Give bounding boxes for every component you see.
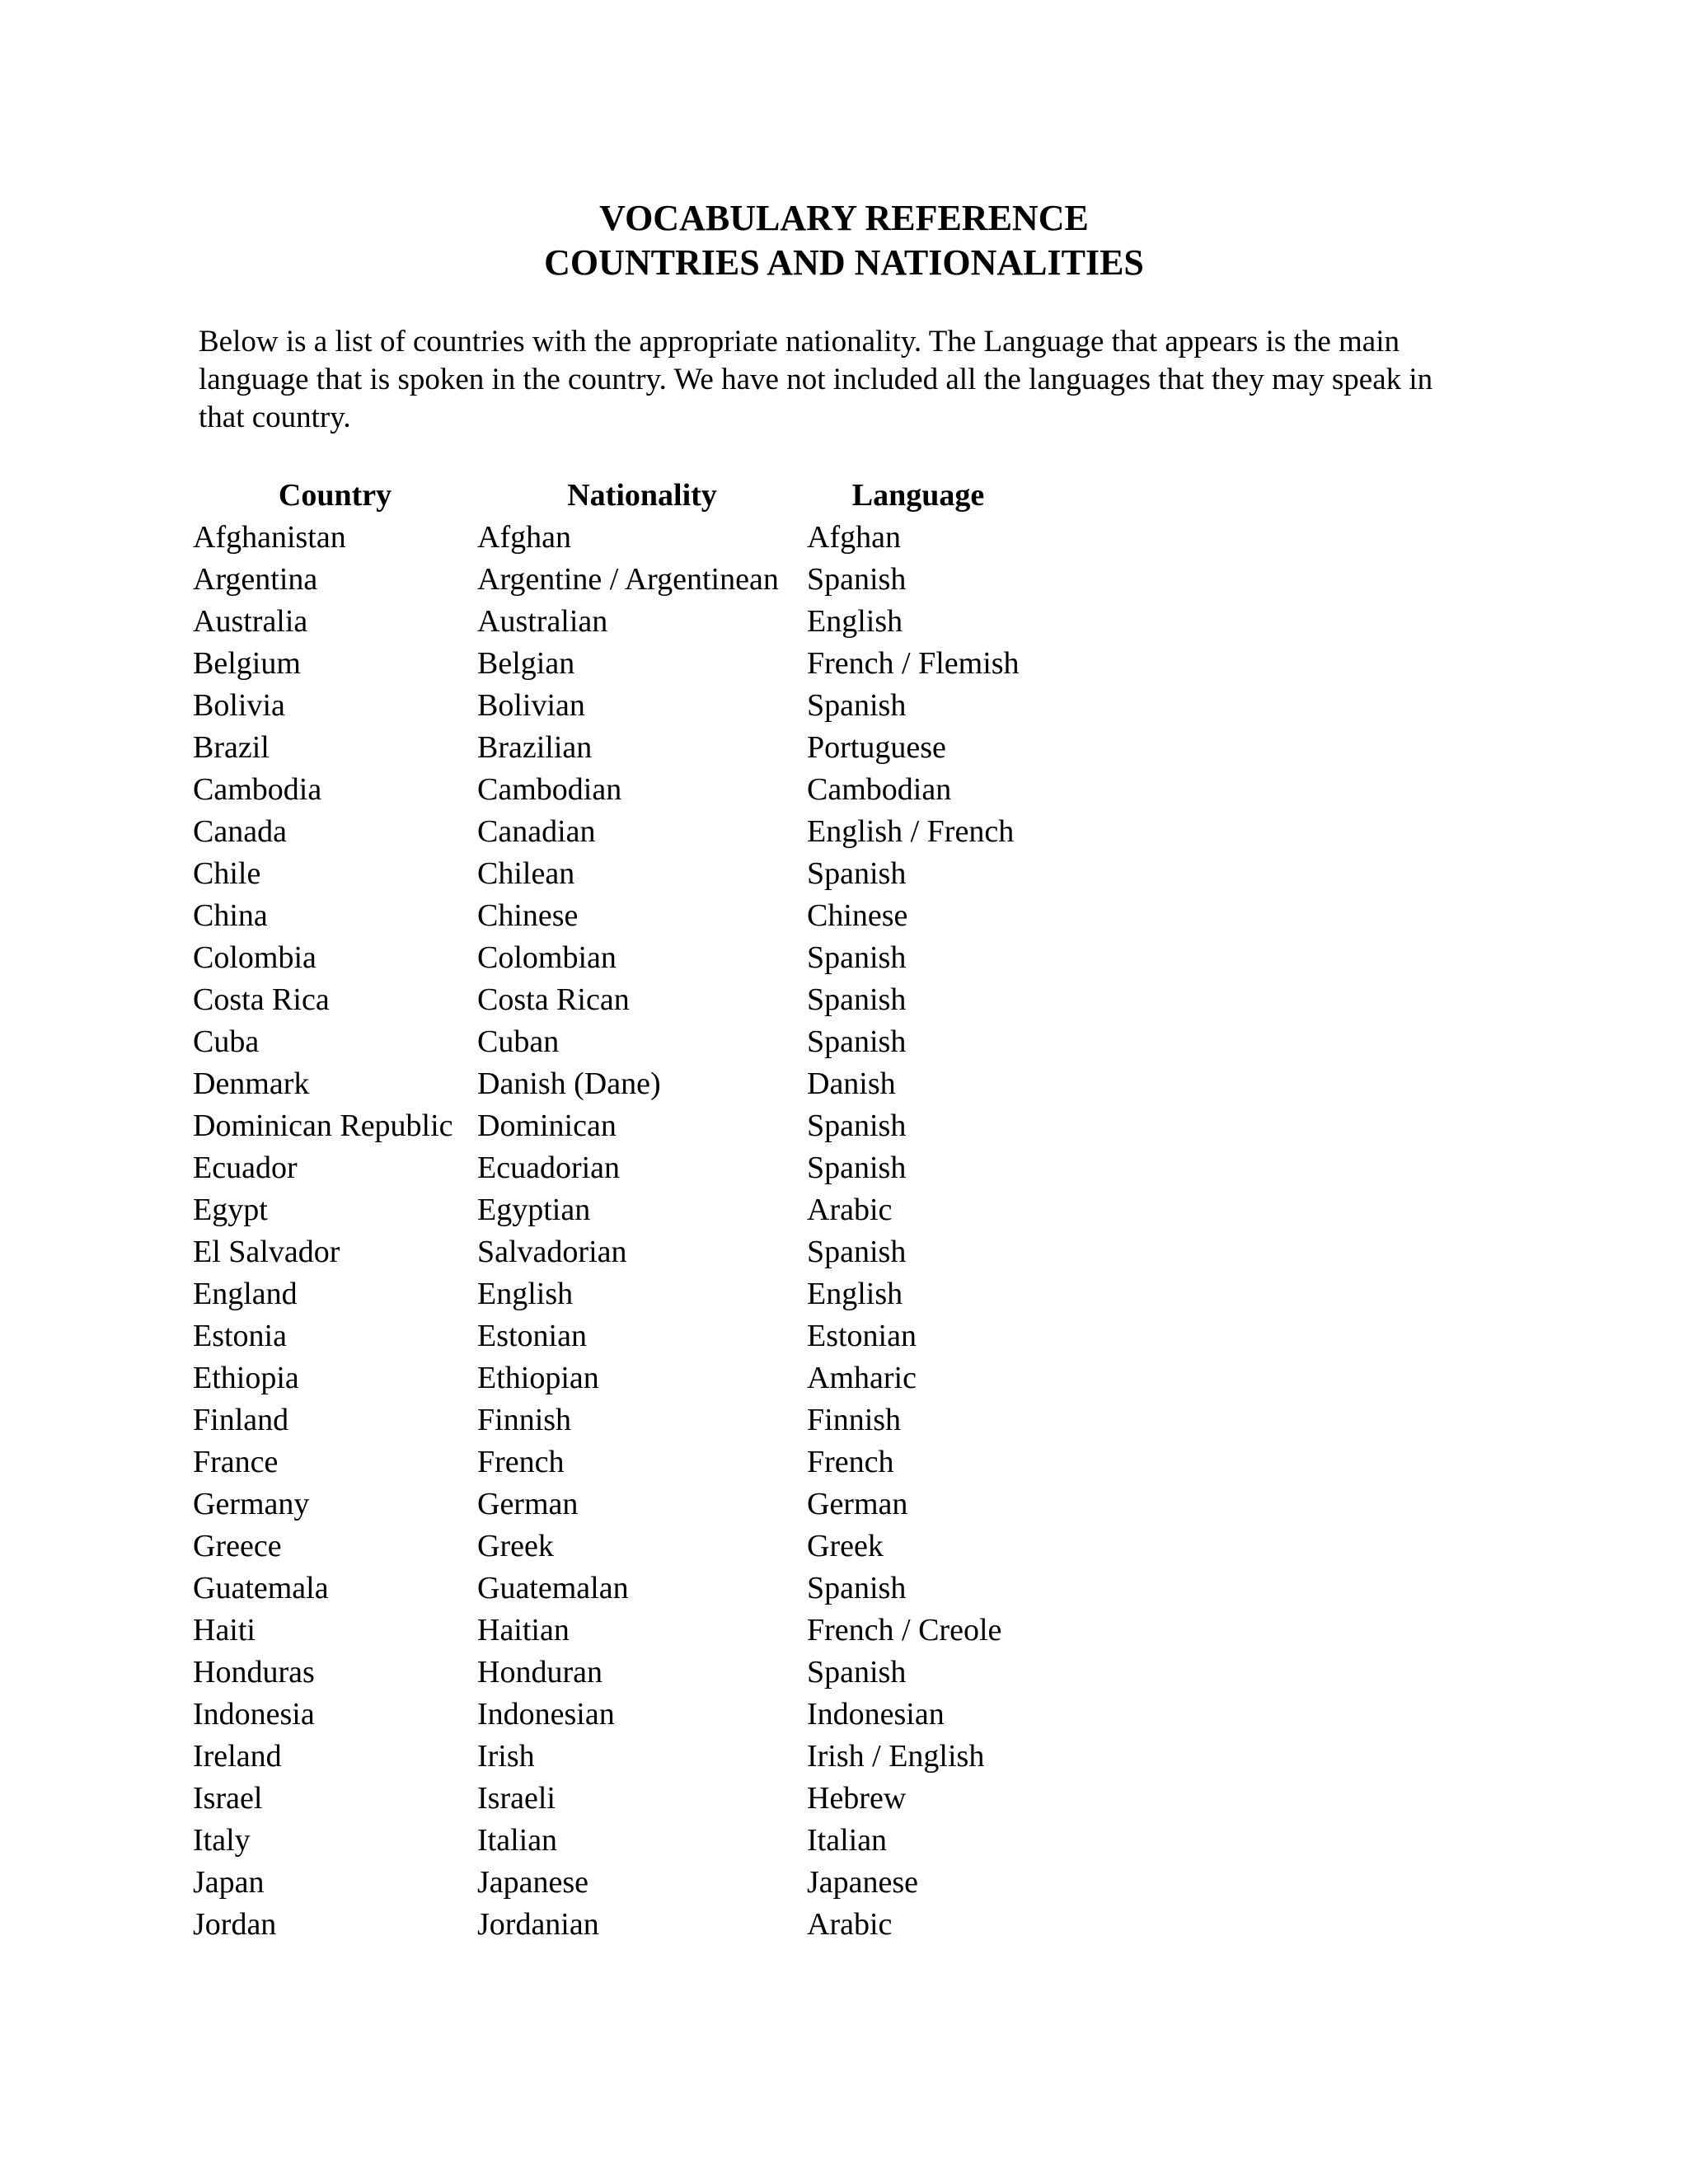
country-cell: Bolivia — [193, 687, 285, 723]
nationality-cell: Cuban — [477, 1024, 560, 1059]
language-cell: Spanish — [807, 940, 907, 975]
table-row — [193, 1272, 1029, 1315]
table-row — [193, 516, 1029, 558]
country-cell: Brazil — [193, 729, 270, 765]
country-cell: Canada — [193, 813, 287, 849]
nationality-cell: French — [477, 1444, 565, 1479]
table-row — [193, 1146, 1029, 1188]
country-cell: Afghanistan — [193, 519, 346, 555]
language-cell: Spanish — [807, 1150, 907, 1185]
nationality-cell: Australian — [477, 603, 608, 639]
language-cell: Spanish — [807, 1024, 907, 1059]
language-cell: Spanish — [807, 1570, 907, 1605]
table-row — [193, 810, 1029, 852]
table-row — [193, 1062, 1029, 1104]
table-row — [193, 936, 1029, 978]
nationality-cell: Argentine / Argentinean — [477, 561, 779, 597]
language-cell: Italian — [807, 1822, 888, 1858]
language-cell: Spanish — [807, 1234, 907, 1269]
language-cell: French / Flemish — [807, 645, 1020, 681]
table-row — [193, 642, 1029, 684]
nationality-cell: Jordanian — [477, 1906, 599, 1942]
language-cell: Amharic — [807, 1360, 917, 1395]
table-body — [193, 516, 1029, 1945]
column-header-country: Country — [278, 477, 392, 513]
country-cell: Greece — [193, 1528, 282, 1563]
country-cell: Denmark — [193, 1066, 310, 1101]
nationality-cell: Salvadorian — [477, 1234, 627, 1269]
language-cell: Estonian — [807, 1318, 917, 1353]
table-row — [193, 1735, 1029, 1777]
nationality-cell: Colombian — [477, 940, 617, 975]
table-row — [193, 1315, 1029, 1357]
country-cell: Italy — [193, 1822, 251, 1858]
country-cell: Cambodia — [193, 771, 322, 807]
nationality-cell: English — [477, 1276, 574, 1311]
nationality-cell: Haitian — [477, 1612, 570, 1647]
table-row — [193, 684, 1029, 726]
nationality-cell: Finnish — [477, 1402, 572, 1437]
nationality-cell: Guatemalan — [477, 1570, 629, 1605]
language-cell: Hebrew — [807, 1780, 907, 1816]
country-cell: France — [193, 1444, 279, 1479]
table-row — [193, 1020, 1029, 1062]
nationality-cell: Chinese — [477, 898, 579, 933]
nationality-cell: Dominican — [477, 1108, 617, 1143]
language-cell: Danish — [807, 1066, 896, 1101]
country-cell: Haiti — [193, 1612, 256, 1647]
nationality-cell: Egyptian — [477, 1192, 591, 1227]
language-cell: Arabic — [807, 1906, 893, 1942]
nationality-cell: Irish — [477, 1738, 535, 1774]
table-row — [193, 558, 1029, 600]
table-row — [193, 1567, 1029, 1609]
nationality-cell: Chilean — [477, 855, 575, 891]
country-cell: Israel — [193, 1780, 263, 1816]
nationality-cell: Canadian — [477, 813, 596, 849]
country-cell: Finland — [193, 1402, 289, 1437]
table-row — [193, 1777, 1029, 1819]
table-row — [193, 768, 1029, 810]
nationality-cell: Brazilian — [477, 729, 593, 765]
country-cell: El Salvador — [193, 1234, 340, 1269]
language-cell: Chinese — [807, 898, 908, 933]
language-cell: Finnish — [807, 1402, 902, 1437]
language-cell: Spanish — [807, 687, 907, 723]
table-row — [193, 1651, 1029, 1693]
table-row — [193, 1483, 1029, 1525]
table-row — [193, 1693, 1029, 1735]
nationality-cell: German — [477, 1486, 579, 1521]
language-cell: Indonesian — [807, 1696, 945, 1732]
language-cell: Spanish — [807, 1108, 907, 1143]
column-header-nationality: Nationality — [567, 477, 717, 513]
table-row — [193, 1399, 1029, 1441]
country-cell: Australia — [193, 603, 308, 639]
country-cell: Ethiopia — [193, 1360, 299, 1395]
language-cell: Spanish — [807, 1654, 907, 1690]
language-cell: English — [807, 603, 903, 639]
country-cell: Guatemala — [193, 1570, 329, 1605]
table-row — [193, 1104, 1029, 1146]
table-row — [193, 1525, 1029, 1567]
nationality-cell: Japanese — [477, 1864, 589, 1900]
language-cell: Japanese — [807, 1864, 919, 1900]
table-row — [193, 600, 1029, 642]
language-cell: Arabic — [807, 1192, 893, 1227]
nationality-cell: Israeli — [477, 1780, 556, 1816]
language-cell: Irish / English — [807, 1738, 985, 1774]
language-cell: Portuguese — [807, 729, 946, 765]
vocabulary-table — [193, 474, 1029, 1945]
language-cell: German — [807, 1486, 908, 1521]
language-cell: Spanish — [807, 561, 907, 597]
language-cell: English — [807, 1276, 903, 1311]
language-cell: Spanish — [807, 982, 907, 1017]
nationality-cell: Danish (Dane) — [477, 1066, 661, 1101]
nationality-cell: Greek — [477, 1528, 554, 1563]
table-row — [193, 852, 1029, 894]
nationality-cell: Ecuadorian — [477, 1150, 621, 1185]
table-row — [193, 726, 1029, 768]
table-row — [193, 1441, 1029, 1483]
intro-paragraph: Below is a list of countries with the appropriate nationality. The Language that appears is the main language that is spoken in the country. We have not included all the languages that they may speak in that country. — [199, 325, 1433, 434]
country-cell: Germany — [193, 1486, 310, 1521]
country-cell: Honduras — [193, 1654, 315, 1690]
country-cell: Jordan — [193, 1906, 277, 1942]
country-cell: Ecuador — [193, 1150, 298, 1185]
country-cell: Belgium — [193, 645, 301, 681]
nationality-cell: Estonian — [477, 1318, 587, 1353]
nationality-cell: Honduran — [477, 1654, 603, 1690]
language-cell: French / Creole — [807, 1612, 1002, 1647]
country-cell: Dominican Republic — [193, 1108, 453, 1143]
language-cell: Afghan — [807, 519, 901, 555]
table-row — [193, 1609, 1029, 1651]
language-cell: Spanish — [807, 855, 907, 891]
country-cell: Argentina — [193, 561, 318, 597]
country-cell: Estonia — [193, 1318, 287, 1353]
language-cell: Cambodian — [807, 771, 952, 807]
country-cell: China — [193, 898, 268, 933]
table-row — [193, 1903, 1029, 1945]
country-cell: Cuba — [193, 1024, 260, 1059]
country-cell: Japan — [193, 1864, 265, 1900]
nationality-cell: Indonesian — [477, 1696, 615, 1732]
nationality-cell: Cambodian — [477, 771, 622, 807]
nationality-cell: Ethiopian — [477, 1360, 599, 1395]
country-cell: England — [193, 1276, 298, 1311]
nationality-cell: Italian — [477, 1822, 558, 1858]
nationality-cell: Bolivian — [477, 687, 585, 723]
country-cell: Costa Rica — [193, 982, 330, 1017]
table-row — [193, 1188, 1029, 1230]
nationality-cell: Costa Rican — [477, 982, 630, 1017]
nationality-cell: Afghan — [477, 519, 571, 555]
table-row — [193, 1819, 1029, 1861]
language-cell: Greek — [807, 1528, 884, 1563]
country-cell: Ireland — [193, 1738, 282, 1774]
table-row — [193, 1357, 1029, 1399]
country-cell: Colombia — [193, 940, 316, 975]
table-row — [193, 1861, 1029, 1903]
table-row — [193, 1230, 1029, 1272]
table-row — [193, 978, 1029, 1020]
nationality-cell: Belgian — [477, 645, 575, 681]
language-cell: French — [807, 1444, 894, 1479]
table-row — [193, 894, 1029, 936]
country-cell: Egypt — [193, 1192, 268, 1227]
table-header-row — [193, 474, 1029, 516]
title-line-1: VOCABULARY REFERENCE — [599, 198, 1089, 238]
country-cell: Indonesia — [193, 1696, 315, 1732]
country-cell: Chile — [193, 855, 261, 891]
language-cell: English / French — [807, 813, 1015, 849]
document-title — [0, 196, 1688, 285]
title-line-2: COUNTRIES AND NATIONALITIES — [544, 242, 1144, 283]
column-header-language: Language — [851, 477, 985, 513]
